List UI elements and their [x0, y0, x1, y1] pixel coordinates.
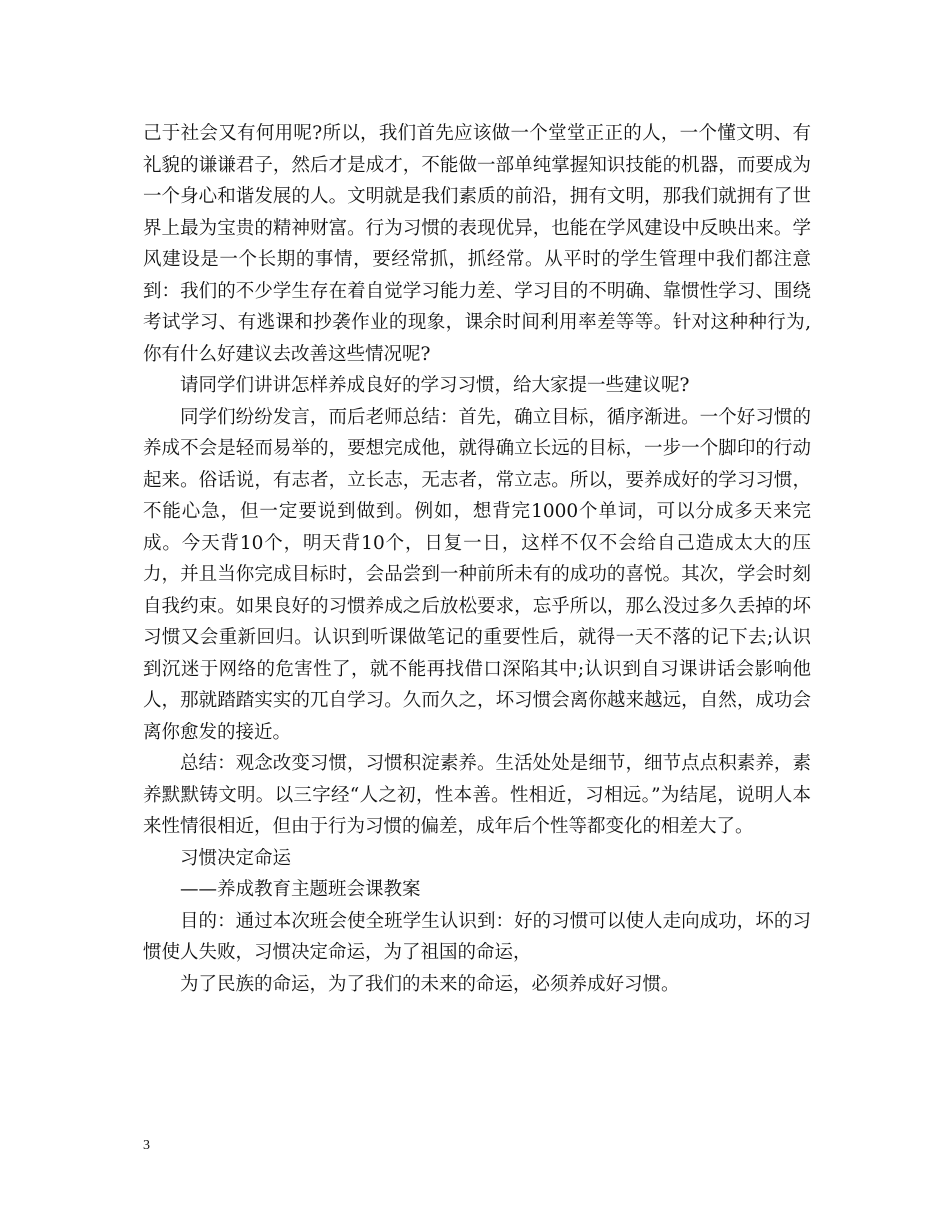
page-number: 3: [143, 1138, 150, 1153]
paragraph-teacher-summary: 同学们纷纷发言，而后老师总结：首先，确立目标，循序渐进。一个好习惯的养成不会是轻而易举的，要想完成他，就得确立长远的目标，一步一个脚印的行动起来。俗话说，有志者，立长志，无志者，常立志。所以，要养成好的学习习惯，不能心急，但一定要说到做到。例如，想背完1000个单词，可以分成多天来完成。今天背10个，明天背10个，日复一日，这样不仅不会给自己造成太大的压力，并且当你完成目标时，会品尝到一种前所未有的成功的喜悦。其次，学会时刻自我约束。如果良好的习惯养成之后放松要求，忘乎所以，那么没过多久丢掉的坏习惯又会重新回归。认识到听课做笔记的重要性后，就得一天不落的记下去;认识到沉迷于网络的危害性了，就不能再找借口深陷其中;认识到自习课讲话会影响他人，那就踏踏实实的兀自学习。久而久之，坏习惯会离你越来越远，自然，成功会离你愈发的接近。: [143, 406, 811, 743]
paragraph-civility: 己于社会又有何用呢?所以，我们首先应该做一个堂堂正正的人，一个懂文明、有礼貌的谦谦君子，然后才是成才，不能做一部单纯掌握知识技能的机器，而要成为一个身心和谐发展的人。文明就是我们素质的前沿，拥有文明，那我们就拥有了世界上最为宝贵的精神财富。行为习惯的表现优异，也能在学风建设中反映出来。学风建设是一个长期的事情，要经常抓，抓经常。从平时的学生管理中我们都注意到：我们的不少学生存在着自觉学习能力差、学习目的不明确、靠惯性学习、围绕考试学习、有逃课和抄袭作业的现象，课余时间利用率差等等。针对这种种行为,你有什么好建议去改善这些情况呢?: [143, 123, 811, 365]
paragraph-conclusion: 总结：观念改变习惯，习惯积淀素养。生活处处是细节，细节点点积素养，素养默默铸文明。以三字经“人之初，性本善。性相近，习相远。”为结尾，说明人本来性情很相近，但由于行为习惯的偏差，成年后个性等都变化的相差大了。: [143, 753, 811, 837]
paragraph-purpose-continued: 为了民族的命运，为了我们的未来的命运，必须养成好习惯。: [180, 973, 680, 995]
section-title: 习惯决定命运: [180, 847, 292, 869]
paragraph-purpose: 目的：通过本次班会使全班学生认识到：好的习惯可以使人走向成功，坏的习惯使人失败，习惯决定命运，为了祖国的命运，: [143, 910, 811, 963]
paragraph-question: 请同学们讲讲怎样养成良好的学习习惯，给大家提一些建议呢?: [180, 375, 690, 396]
document-body: [143, 118, 811, 1000]
section-subtitle: ——养成教育主题班会课教案: [180, 879, 421, 900]
